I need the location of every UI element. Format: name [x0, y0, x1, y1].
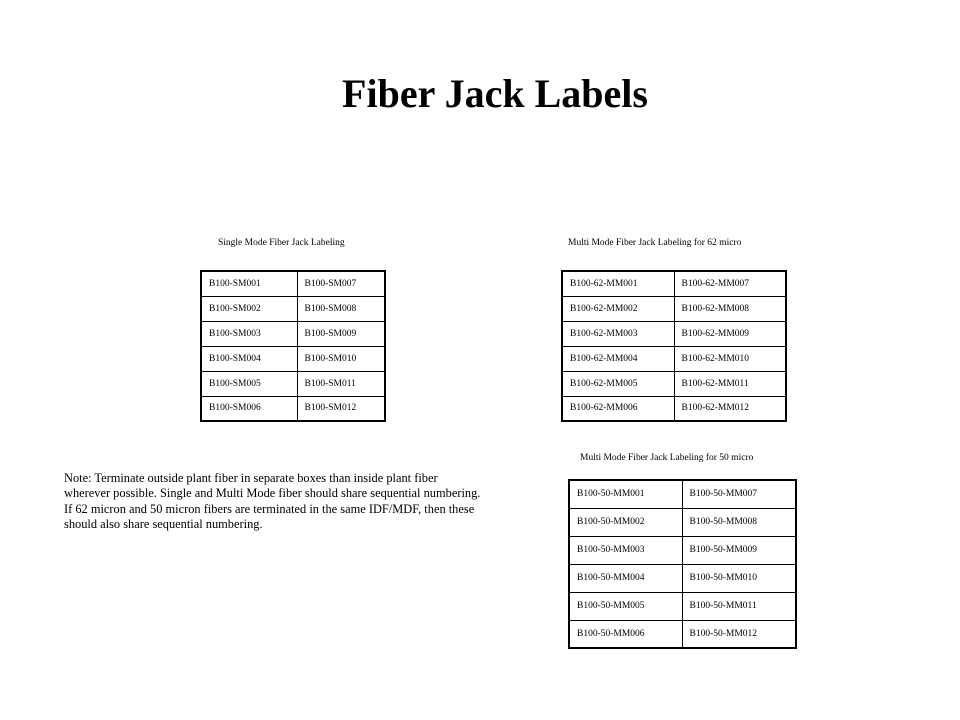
table-row [562, 296, 786, 321]
table-cell: B100-50-MM002 [569, 508, 682, 536]
table-cell: B100-50-MM012 [682, 620, 796, 648]
table-cell: B100-SM001 [201, 271, 297, 296]
table-cell: B100-SM003 [201, 321, 297, 346]
table-row [201, 296, 385, 321]
table-cell: B100-SM012 [297, 396, 385, 421]
table-cell: B100-50-MM003 [569, 536, 682, 564]
table-cell: B100-62-MM009 [674, 321, 786, 346]
table-row [569, 536, 796, 564]
table-row [562, 396, 786, 421]
table-cell: B100-62-MM005 [562, 371, 674, 396]
table-cell: B100-50-MM005 [569, 592, 682, 620]
table-row [569, 508, 796, 536]
table-cell: B100-SM010 [297, 346, 385, 371]
table-cell: B100-62-MM002 [562, 296, 674, 321]
table-row [569, 480, 796, 508]
table-row [562, 371, 786, 396]
table-row [562, 271, 786, 296]
table-cell: B100-62-MM001 [562, 271, 674, 296]
table-row [201, 321, 385, 346]
table-row [569, 564, 796, 592]
table-cell: B100-62-MM010 [674, 346, 786, 371]
table-row [201, 371, 385, 396]
table-row [569, 620, 796, 648]
table-cell: B100-50-MM004 [569, 564, 682, 592]
table-cell: B100-62-MM007 [674, 271, 786, 296]
multi-mode-50-caption: Multi Mode Fiber Jack Labeling for 50 micro [580, 453, 754, 463]
table-cell: B100-50-MM011 [682, 592, 796, 620]
table-cell: B100-SM005 [201, 371, 297, 396]
table-cell: B100-50-MM008 [682, 508, 796, 536]
table-cell: B100-SM009 [297, 321, 385, 346]
table-row [569, 592, 796, 620]
table-cell: B100-62-MM004 [562, 346, 674, 371]
table-row [562, 321, 786, 346]
table-row [201, 271, 385, 296]
table-cell: B100-62-MM003 [562, 321, 674, 346]
table-cell: B100-62-MM008 [674, 296, 786, 321]
table-row [562, 346, 786, 371]
single-mode-table [200, 270, 386, 422]
table-cell: B100-50-MM006 [569, 620, 682, 648]
table-row [201, 396, 385, 421]
table-cell: B100-62-MM011 [674, 371, 786, 396]
multi-mode-62-table [561, 270, 787, 422]
table-cell: B100-SM004 [201, 346, 297, 371]
page-title: Fiber Jack Labels [342, 71, 648, 116]
table-cell: B100-SM007 [297, 271, 385, 296]
table-cell: B100-SM002 [201, 296, 297, 321]
table-row [201, 346, 385, 371]
table-cell: B100-50-MM010 [682, 564, 796, 592]
multi-mode-62-caption: Multi Mode Fiber Jack Labeling for 62 micro [568, 238, 742, 248]
table-cell: B100-50-MM009 [682, 536, 796, 564]
table-cell: B100-SM011 [297, 371, 385, 396]
table-cell: B100-SM008 [297, 296, 385, 321]
multi-mode-50-table [568, 479, 797, 649]
single-mode-caption: Single Mode Fiber Jack Labeling [218, 238, 345, 248]
table-cell: B100-50-MM007 [682, 480, 796, 508]
table-cell: B100-50-MM001 [569, 480, 682, 508]
table-cell: B100-62-MM006 [562, 396, 674, 421]
note-text: Note: Terminate outside plant fiber in separate boxes than inside plant fiber wherever possible. Single and Multi Mode fiber should share sequential numbering. If 62 micron and 50 micron fibers are terminated in the same IDF/MDF, then these should also share sequential numbering. [64, 471, 481, 531]
table-cell: B100-SM006 [201, 396, 297, 421]
table-cell: B100-62-MM012 [674, 396, 786, 421]
